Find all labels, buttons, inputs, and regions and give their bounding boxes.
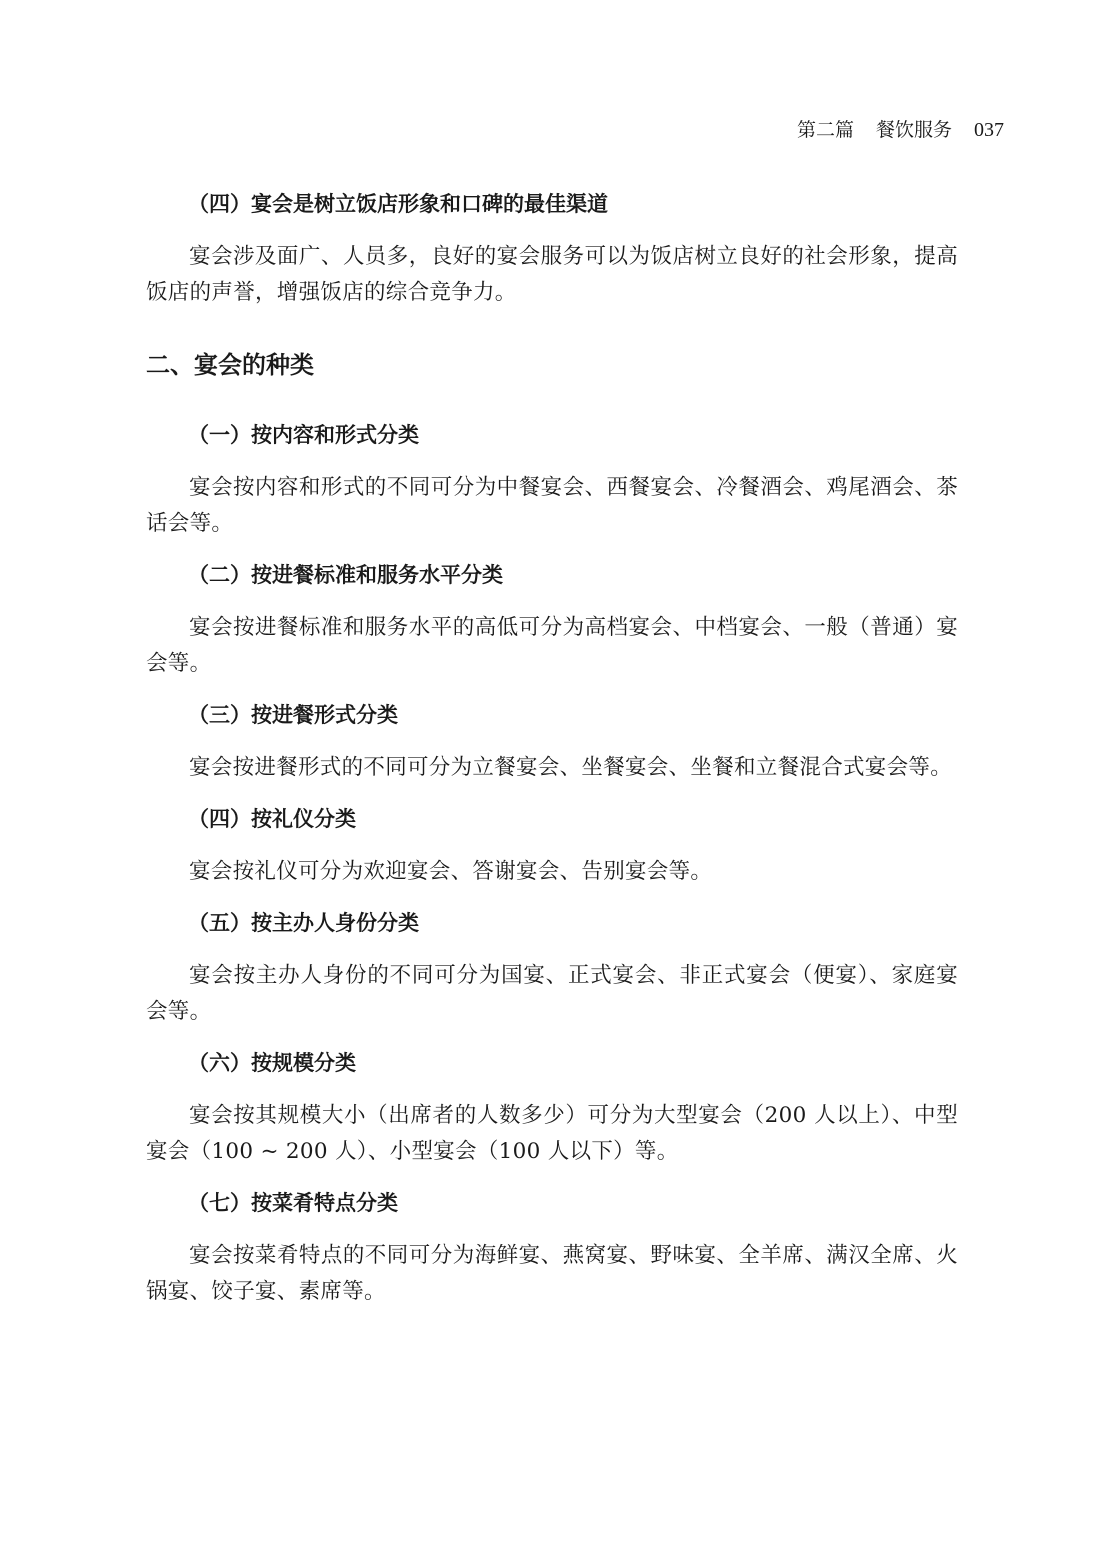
paragraph-dining-form: 宴会按进餐形式的不同可分为立餐宴会、坐餐宴会、坐餐和立餐混合式宴会等。 <box>189 755 953 780</box>
subheading-banquet-image: （四）宴会是树立饭店形象和口碑的最佳渠道 <box>188 192 608 216</box>
subheading-dining-form: （三）按进餐形式分类 <box>188 703 398 727</box>
subheading-scale: （六）按规模分类 <box>188 1051 356 1075</box>
paragraph-host-identity: 宴会按主办人身份的不同可分为国宴、正式宴会、非正式宴会（便宴）、家庭宴会等。 <box>146 963 958 1024</box>
subheading-content-form: （一）按内容和形式分类 <box>188 423 419 447</box>
header-part: 第二篇 <box>796 119 854 141</box>
paragraph-scale: 宴会按其规模大小（出席者的人数多少）可分为大型宴会（200 人以上）、中型宴会（100 ~ 200 人）、小型宴会（100 人以下）等。 <box>146 1103 958 1164</box>
subheading-dining-standard: （二）按进餐标准和服务水平分类 <box>188 563 503 587</box>
section-heading-banquet-types: 二、宴会的种类 <box>146 351 314 379</box>
paragraph-dish-features: 宴会按菜肴特点的不同可分为海鲜宴、燕窝宴、野味宴、全羊席、满汉全席、火锅宴、饺子宴、素席等。 <box>146 1243 958 1304</box>
page-body <box>146 186 958 1310</box>
paragraph-etiquette: 宴会按礼仪可分为欢迎宴会、答谢宴会、告别宴会等。 <box>189 859 713 884</box>
running-header <box>797 116 1004 144</box>
paragraph-dining-standard: 宴会按进餐标准和服务水平的高低可分为高档宴会、中档宴会、一般（普通）宴会等。 <box>146 615 958 676</box>
paragraph-content-form: 宴会按内容和形式的不同可分为中餐宴会、西餐宴会、冷餐酒会、鸡尾酒会、茶话会等。 <box>146 475 958 536</box>
subheading-dish-features: （七）按菜肴特点分类 <box>188 1191 398 1215</box>
paragraph-banquet-image: 宴会涉及面广、人员多，良好的宴会服务可以为饭店树立良好的社会形象，提高饭店的声誉，增强饭店的综合竞争力。 <box>146 244 958 305</box>
page-number: 037 <box>974 119 1004 141</box>
subheading-etiquette: （四）按礼仪分类 <box>188 807 356 831</box>
subheading-host-identity: （五）按主办人身份分类 <box>188 911 419 935</box>
header-title: 餐饮服务 <box>875 119 952 141</box>
